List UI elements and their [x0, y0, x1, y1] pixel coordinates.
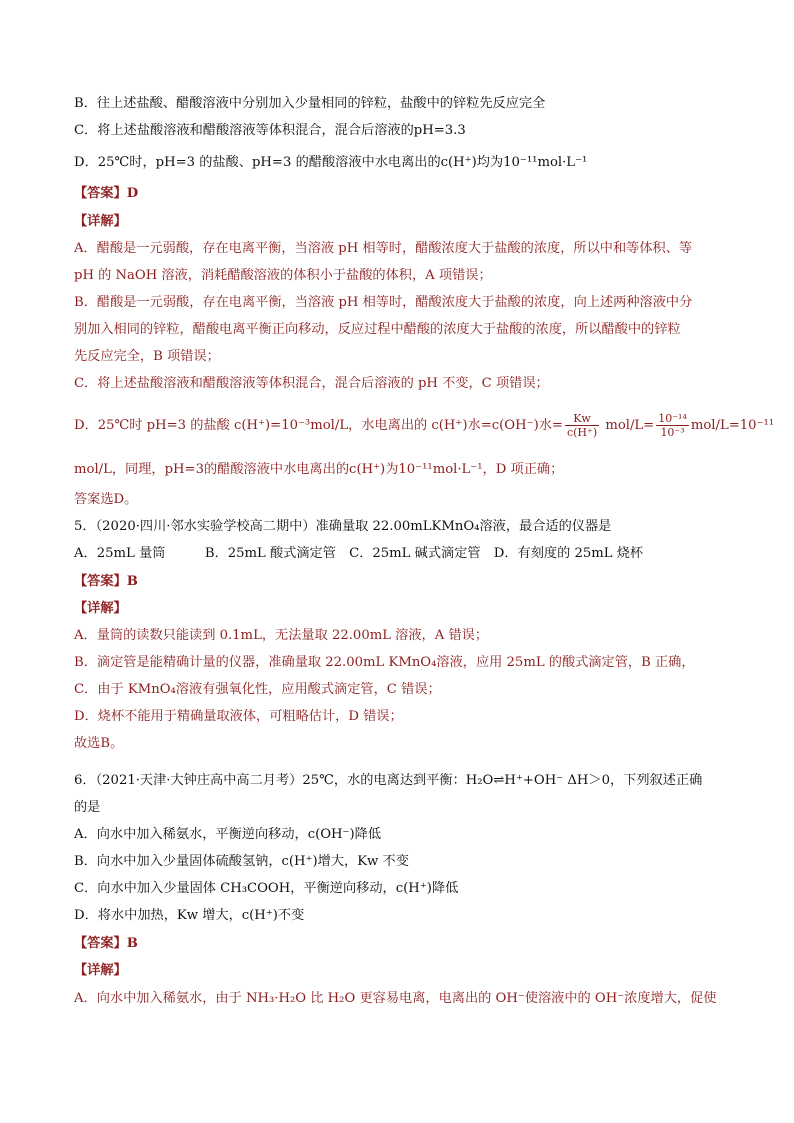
- kw-fraction-denominator: c(H⁺): [566, 426, 598, 439]
- q6-detail-a: A．向水中加入稀氨水，由于 NH₃·H₂O 比 H₂O 更容易电离，电离出的 OH⁻使溶液中的 OH⁻浓度增大，促使: [74, 991, 717, 1006]
- q4-detail-b-line3: 先反应完全，B 项错误；: [74, 349, 220, 364]
- q4-detail-d-mid: mol/L=: [601, 418, 655, 433]
- q5-detail-heading: 【详解】: [74, 601, 127, 616]
- q6-answer: 【答案】B: [74, 936, 138, 951]
- q4-detail-d-pre: D．25℃时 pH=3 的盐酸 c(H⁺)=10⁻³mol/L，水电离出的 c(H⁺)水=c(OH⁻)水=: [74, 418, 563, 433]
- q4-detail-d-line1: [74, 412, 774, 439]
- q4-detail-b-line2: 别加入相同的锌粒，醋酸电离平衡正向移动，反应过程中醋酸的浓度大于盐酸的浓度，所以醋酸中的锌粒: [74, 322, 681, 337]
- q5-detail-d: D．烧杯不能用于精确量取液体，可粗略估计，D 错误；: [74, 709, 403, 724]
- q4-answer: 【答案】D: [74, 186, 139, 201]
- q4-conclusion: 答案选D。: [74, 492, 138, 507]
- kw-fraction-numerator: Kw: [565, 412, 599, 426]
- q5-answer: 【答案】B: [74, 574, 138, 589]
- q4-detail-d-post: mol/L=10⁻¹¹: [690, 418, 775, 433]
- q4-option-b: B．往上述盐酸、醋酸溶液中分别加入少量相同的锌粒，盐酸中的锌粒先反应完全: [74, 96, 546, 111]
- q4-detail-a-line1: A．醋酸是一元弱酸，存在电离平衡，当溶液 pH 相等时，醋酸浓度大于盐酸的浓度，所以中和等体积、等: [74, 241, 693, 256]
- q4-detail-a-line2: pH 的 NaOH 溶液，消耗醋酸溶液的体积小于盐酸的体积，A 项错误；: [74, 268, 492, 283]
- value-fraction-numerator: 10⁻¹⁴: [658, 412, 687, 425]
- q4-detail-c-line1: C．将上述盐酸溶液和醋酸溶液等体积混合，混合后溶液的 pH 不变，C 项错误；: [74, 376, 549, 391]
- q6-option-b: B．向水中加入少量固体硫酸氢钠，c(H⁺)增大，Kw 不变: [74, 854, 409, 869]
- q5-conclusion: 故选B。: [74, 736, 124, 751]
- value-fraction: [656, 412, 689, 439]
- q5-detail-a: A．量筒的读数只能读到 0.1mL，无法量取 22.00mL 溶液，A 错误；: [74, 628, 489, 643]
- q4-option-c: C．将上述盐酸溶液和醋酸溶液等体积混合，混合后溶液的pH=3.3: [74, 123, 466, 138]
- q4-detail-b-line1: B．醋酸是一元弱酸，存在电离平衡，当溶液 pH 相等时，醋酸浓度大于盐酸的浓度，向上述两种溶液中分: [74, 295, 693, 310]
- q6-stem-line2: 的是: [74, 800, 101, 815]
- q4-detail-d-line2: mol/L，同理，pH=3的醋酸溶液中水电离出的c(H⁺)为10⁻¹¹mol·L⁻¹，D 项正确；: [74, 462, 564, 477]
- q6-option-d: D．将水中加热，Kw 增大，c(H⁺)不变: [74, 908, 305, 923]
- q6-detail-heading: 【详解】: [74, 963, 127, 978]
- q6-option-a: A．向水中加入稀氨水，平衡逆向移动，c(OH⁻)降低: [74, 827, 382, 842]
- q5-detail-c: C．由于 KMnO₄溶液有强氧化性，应用酸式滴定管，C 错误；: [74, 682, 441, 697]
- value-fraction-denominator: 10⁻³: [660, 426, 685, 439]
- kw-fraction: [565, 412, 599, 439]
- q6-option-c: C．向水中加入少量固体 CH₃COOH，平衡逆向移动，c(H⁺)降低: [74, 881, 459, 896]
- q4-detail-heading: 【详解】: [74, 214, 127, 229]
- q5-options: A．25mL 量筒 B．25mL 酸式滴定管 C．25mL 碱式滴定管 D．有刻度的 25mL 烧杯: [74, 546, 644, 561]
- q6-stem-line1: 6．（2021·天津·大钟庄高中高二月考）25℃，水的电离达到平衡：H₂O⇌H⁺+OH⁻ ΔH＞0，下列叙述正确: [74, 773, 703, 788]
- q4-option-d: D．25℃时，pH=3 的盐酸、pH=3 的醋酸溶液中水电离出的c(H⁺)均为10⁻¹¹mol·L⁻¹: [74, 155, 588, 170]
- q5-stem: 5．（2020·四川·邻水实验学校高二期中）准确量取 22.00mLKMnO₄溶液，最合适的仪器是: [74, 519, 612, 534]
- q5-detail-b: B．滴定管是能精确计量的仪器，准确量取 22.00mL KMnO₄溶液，应用 25mL 的酸式滴定管，B 正确，: [74, 655, 695, 670]
